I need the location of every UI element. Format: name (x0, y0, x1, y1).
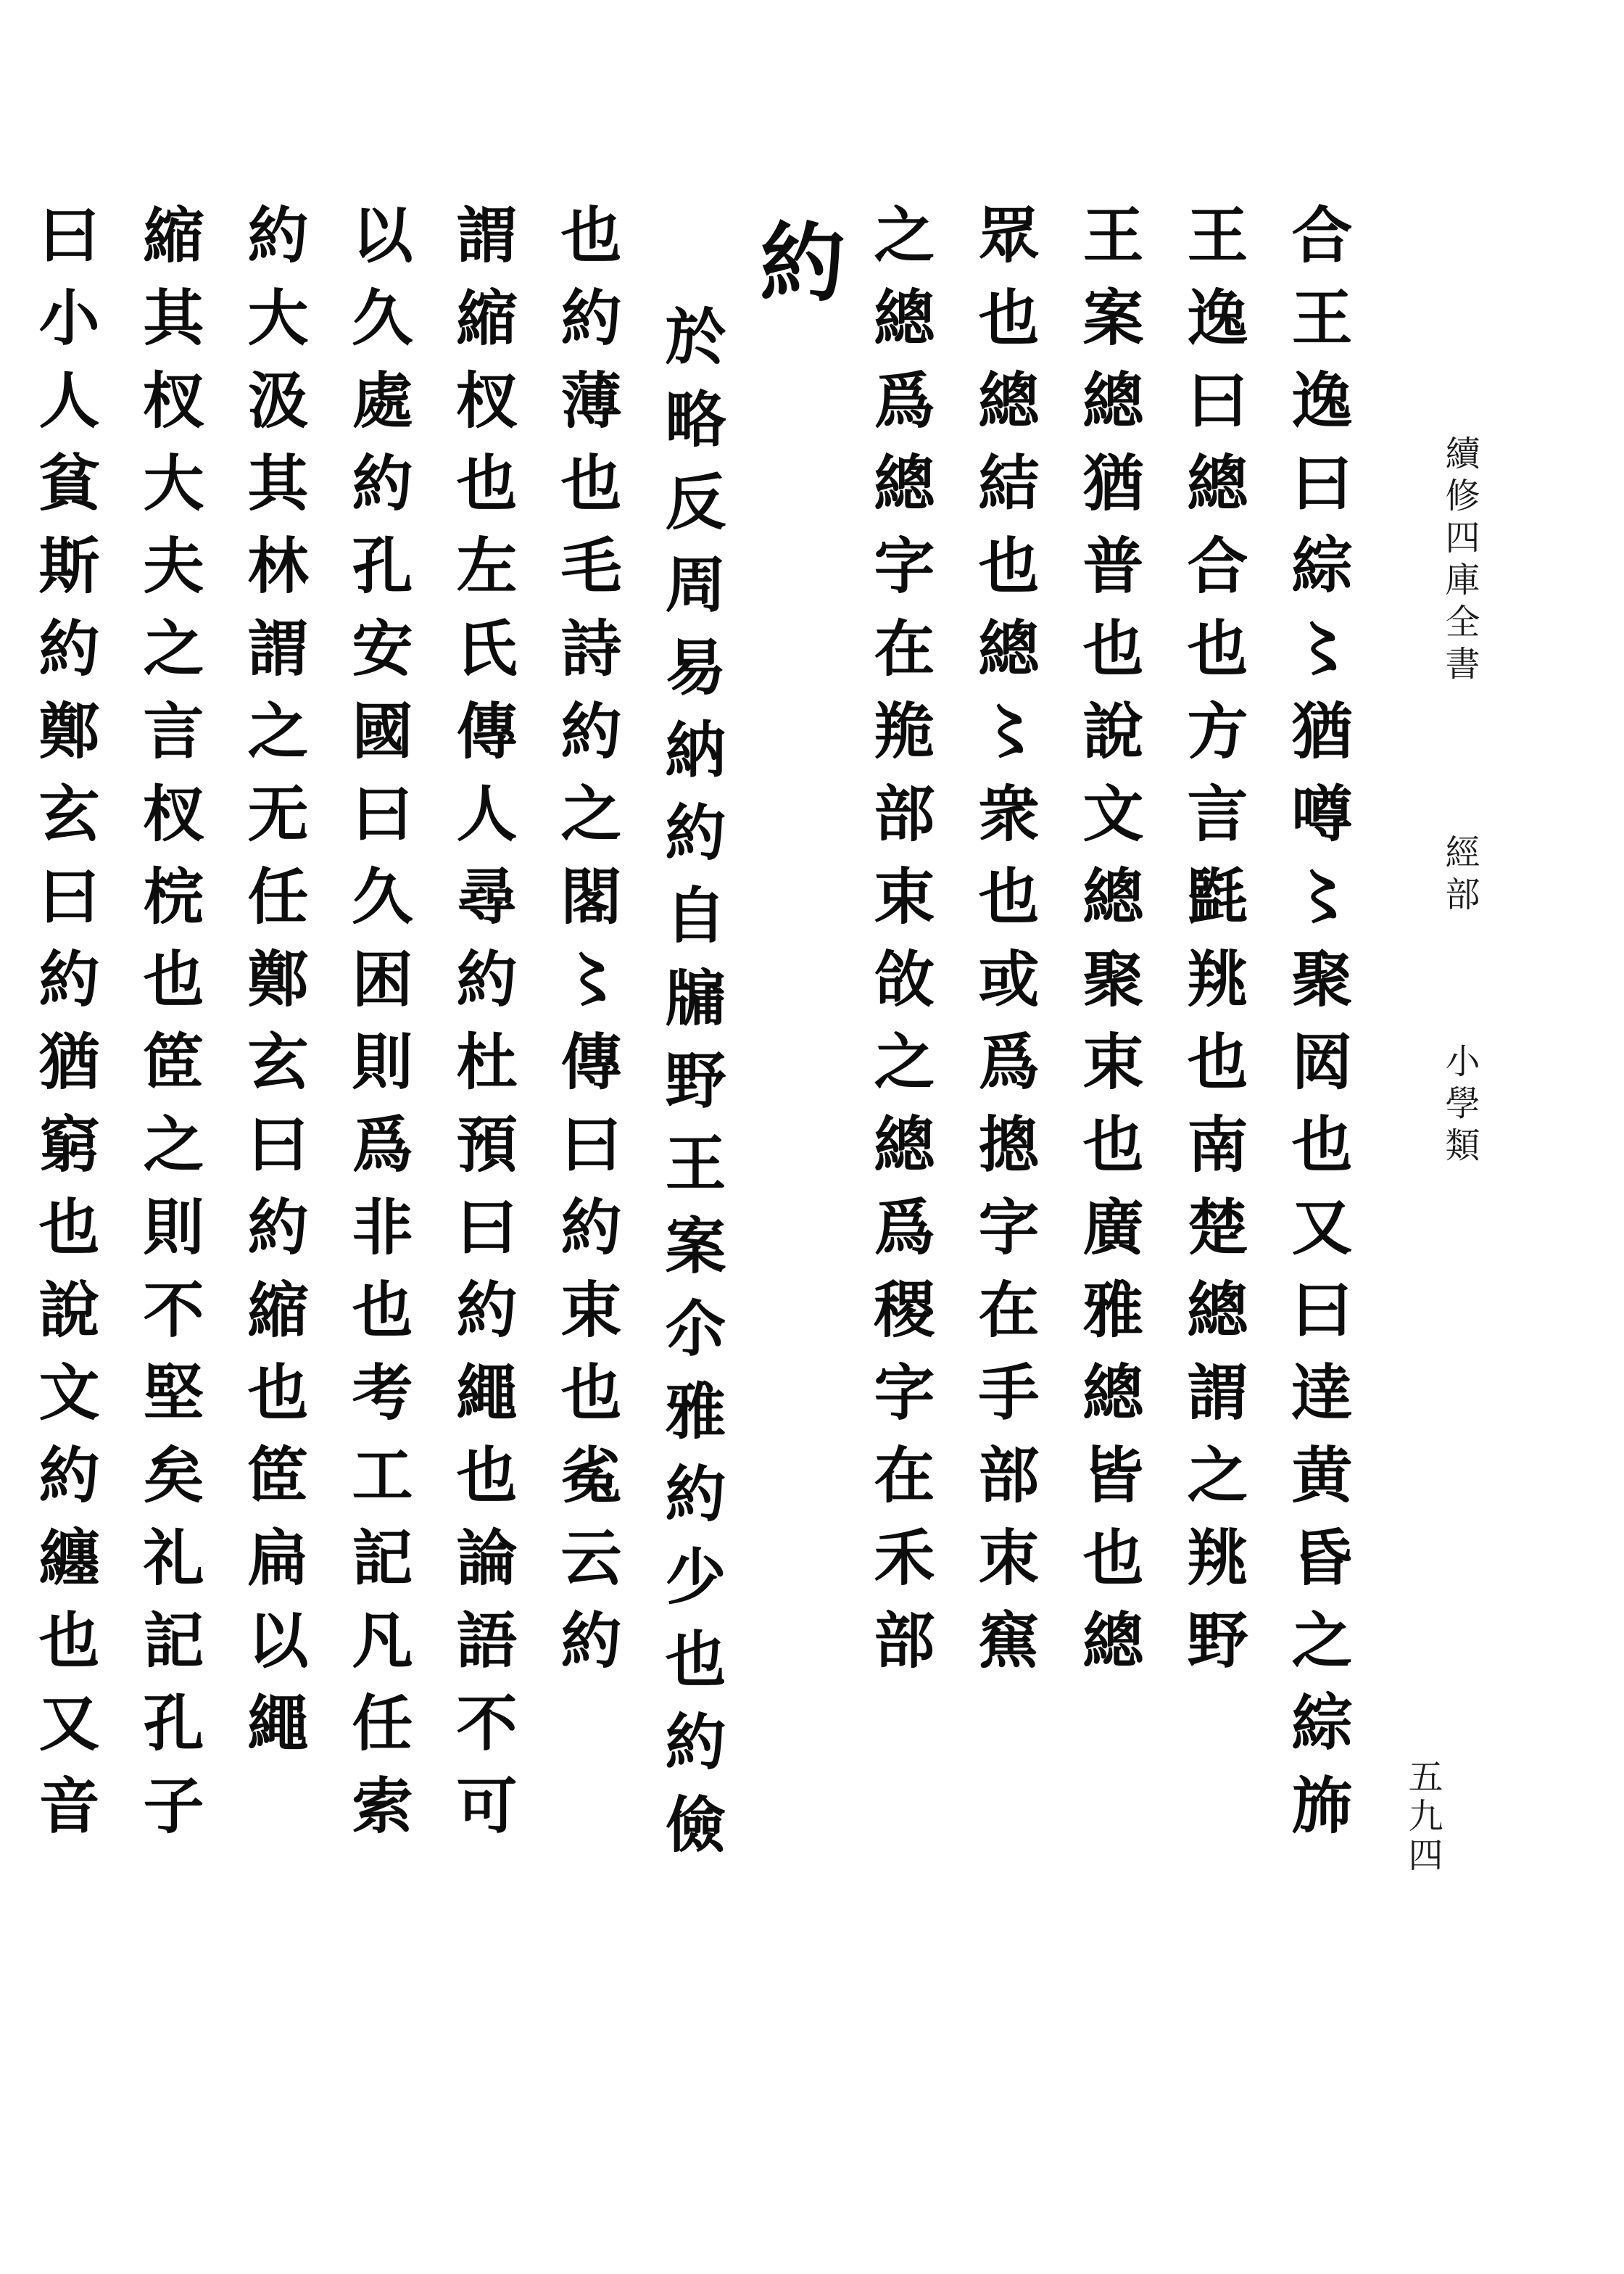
text-column: 王案總猶普也說文總聚束也廣雅總皆也總 (1073, 203, 1145, 1691)
text-column: 約大汲其林謂之无任鄭玄曰約縮也䇫扁以繩 (238, 203, 310, 1774)
text-column: 合王逸曰綜〻猶噂〻聚㒺也又曰逹黄昏之綜斾 (1282, 203, 1354, 1856)
text-column: 眾也總結也總〻衆也或爲摠字在手部朿䆶 (969, 203, 1040, 1691)
running-head (1398, 435, 1485, 1885)
text-column: 謂縮杈也左氏傳人尋約杜預曰約繩也論語不可 (447, 203, 518, 1856)
text-column: 以久處約孔安國曰久困則爲非也考工記凡任索 (342, 203, 414, 1856)
text-column: 王逸曰總合也方言㲯䍮也南楚總謂之䍮野 (1177, 203, 1249, 1691)
text-column: 之總爲總字在䍯部束㪉之總爲稷字在禾部 (864, 203, 936, 1691)
book-title: 續修四庫全書 (1439, 435, 1480, 687)
gloss-column: 於略反周易納約自牖野王案尒雅約少也約儉 (655, 305, 727, 1875)
text-column: 曰小人貧斯約鄭玄曰約猶窮也說文約纏也又音 (29, 203, 101, 1856)
main-text (29, 203, 1367, 2161)
section-label: 經部 (1439, 834, 1480, 918)
text-column: 也約薄也毛詩約之閣〻傳曰約束也㝹云約 (551, 203, 623, 1691)
category-label: 小學類 (1439, 1043, 1480, 1169)
headword-column (747, 203, 845, 2161)
page-number: 五九四 (1402, 1758, 1443, 1876)
headword: 約 (745, 218, 846, 303)
text-column: 縮其杈大夫之言杈梡也䇫之則不堅矣礼記孔子 (133, 203, 205, 1856)
